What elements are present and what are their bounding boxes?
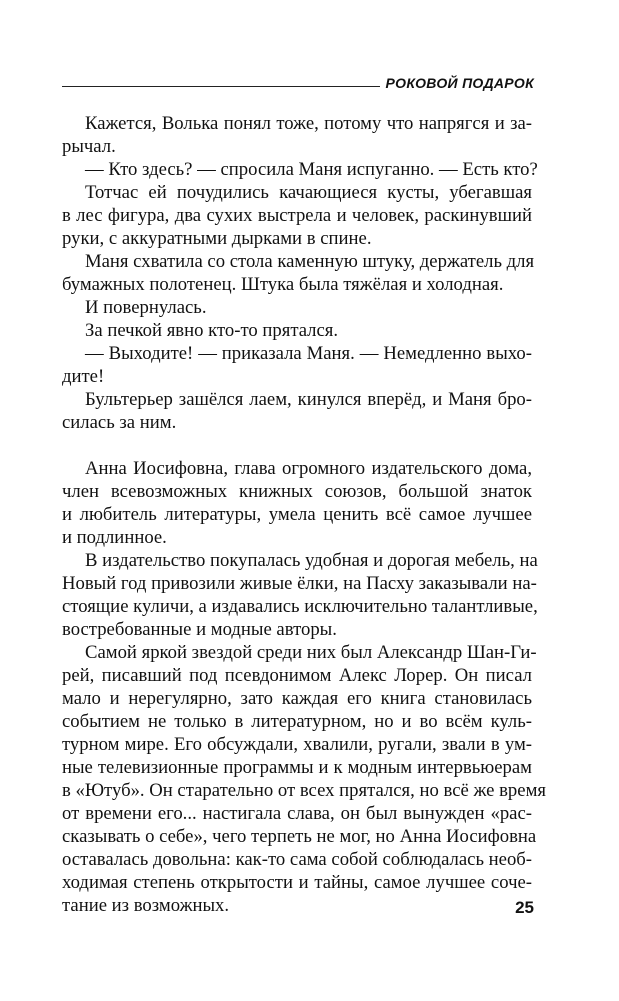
text-line: ные телевизионные программы и к модным интервьюерам: [62, 757, 532, 778]
text-line: и подлинное.: [62, 527, 167, 548]
text-line: За печкой явно кто-то прятался.: [85, 320, 339, 341]
text-line: Тотчас ей почудились качающиеся кусты, убегавшая: [85, 182, 532, 203]
text-line: от времени его... настигала слава, он был вынужден «рас-: [62, 803, 532, 824]
text-line: — Кто здесь? — спросила Маня испуганно. — Есть кто?: [85, 159, 538, 180]
header-rule: [62, 86, 380, 87]
text-line: сказывать о себе», чего терпеть не мог, но Анна Иосифовна: [62, 826, 537, 847]
running-title: РОКОВОЙ ПОДАРОК: [385, 75, 534, 91]
text-line: мало и нерегулярно, зато каждая его книга становилась: [62, 688, 532, 709]
text-line: В издательство покупалась удобная и дорогая мебель, на: [85, 550, 538, 571]
text-line: Новый год привозили живые ёлки, на Пасху заказывали на-: [62, 573, 537, 594]
text-line: Маня схватила со стола каменную штуку, держатель для: [85, 251, 535, 272]
text-line: дите!: [62, 366, 105, 387]
page-number: 25: [515, 898, 534, 917]
text-line: И повернулась.: [85, 297, 207, 318]
text-line: событием не только в литературном, но и во всём куль-: [62, 711, 532, 732]
text-line: в «Ютуб». Он старательно от всех прятался, но всё же время: [62, 780, 546, 801]
text-line: Кажется, Волька понял тоже, потому что напрягся и за-: [85, 113, 532, 134]
text-line: руки, с аккуратными дырками в спине.: [62, 228, 372, 249]
text-line: рычал.: [62, 136, 116, 157]
running-header: [62, 74, 534, 98]
text-line: — Выходите! — приказала Маня. — Немедленно выхо-: [85, 343, 532, 364]
text-line: Анна Иосифовна, глава огромного издательского дома,: [85, 458, 532, 479]
text-line: Самой яркой звездой среди них был Александр Шан-Ги-: [85, 642, 537, 663]
text-line: стоящие куличи, а издавались исключительно талантливые,: [62, 596, 538, 617]
text-line: член всевозможных книжных союзов, большой знаток: [62, 481, 532, 502]
text-line: ходимая степень открытости и тайны, самое лучшее соче-: [62, 872, 532, 893]
text-line: тание из возможных.: [62, 895, 230, 916]
text-line: силась за ним.: [62, 412, 177, 433]
text-line: оставалась довольна: как-то сама собой соблюдалась необ-: [62, 849, 533, 870]
text-line: турном мире. Его обсуждали, хвалили, ругали, звали в ум-: [62, 734, 532, 755]
text-line: Бультерьер зашёлся лаем, кинулся вперёд, и Маня бро-: [85, 389, 532, 410]
text-line: бумажных полотенец. Штука была тяжёлая и холодная.: [62, 274, 504, 295]
text-line: рей, писавший под псевдонимом Алекс Лорер. Он писал: [62, 665, 532, 686]
text-line: востребованные и модные авторы.: [62, 619, 337, 640]
text-line: в лес фигура, два сухих выстрела и человек, раскинувший: [62, 205, 532, 226]
text-line: и любитель литературы, умела ценить всё самое лучшее: [62, 504, 532, 525]
